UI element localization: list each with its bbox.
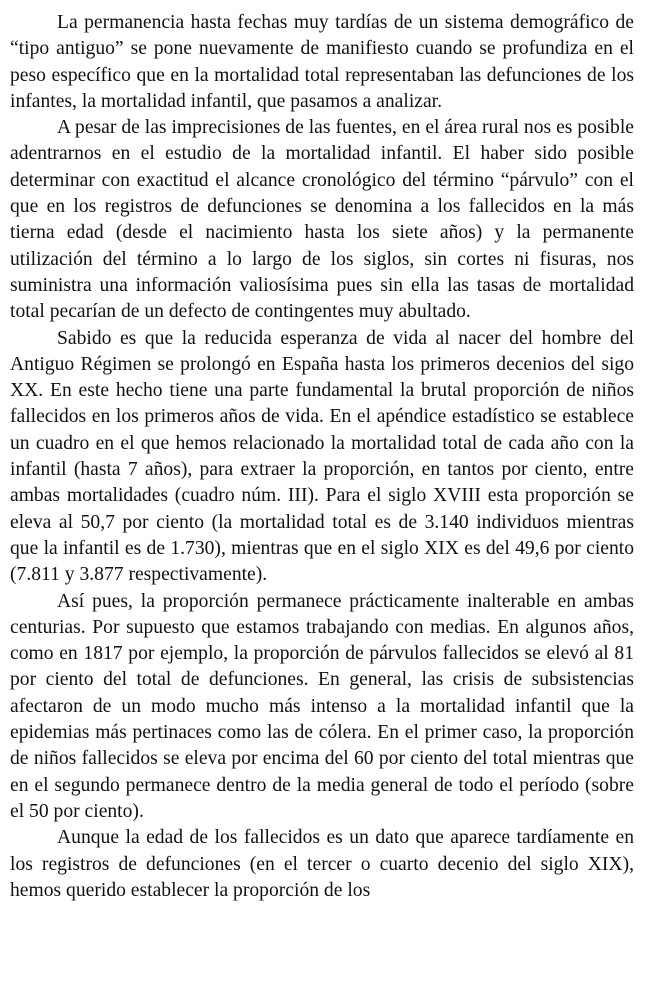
paragraph-3: Sabido es que la reducida esperanza de vida al nacer del hombre del Antiguo Régimen se prolongó en España hasta los primeros decenios del sigo XX. En este hecho tiene una parte fundamental la brutal proporción de niños fallecidos en los primeros años de vida. En el apéndice estadístico se establece un cuadro en el que hemos relacionado la mortalidad total de cada año con la infantil (hasta 7 años), para extraer la proporción, en tantos por ciento, entre ambas mortalidades (cuadro núm. III). Para el siglo XVIII esta proporción se eleva al 50,7 por ciento (la mortalidad total es de 3.140 individuos mientras que la infantil es de 1.730), mientras que en el siglo XIX es del 49,6 por ciento (7.811 y 3.877 respectivamente). [10,327,634,586]
paragraph-5: Aunque la edad de los fallecidos es un dato que aparece tardíamente en los registros de defunciones (en el tercer o cuarto decenio del siglo XIX), hemos querido establecer la proporción de los [10,827,634,901]
paragraph-1: La permanencia hasta fechas muy tardías de un sistema demográfico de “tipo antiguo” se pone nuevamente de manifiesto cuando se profundiza en el peso específico que en la mortalidad total representaban las defunciones de los infantes, la mortalidad infantil, que pasamos a analizar. [10,12,634,112]
paragraph-2: A pesar de las imprecisiones de las fuentes, en el área rural nos es posible adentrarnos en el estudio de la mortalidad infantil. El haber sido posible determinar con exactitud el alcance cronológico del término “párvulo” con el que en los registros de defunciones se denomina a los fallecidos en la más tierna edad (desde el nacimiento hasta los siete años) y la permanente utilización del término a lo largo de los siglos, sin cortes ni fisuras, nos suministra una información valiosísima pues sin ella las tasas de mortalidad total pecarían de un defecto de contingentes muy abultado. [10,117,634,323]
paragraph-4: Así pues, la proporción permanece prácticamente inalterable en ambas centurias. Por supuesto que estamos trabajando con medias. En algunos años, como en 1817 por ejemplo, la proporción de párvulos fallecidos se elevó al 81 por ciento del total de defunciones. En general, las crisis de subsistencias afectaron de un modo mucho más intenso a la mortalidad infantil que la epidemias más pertinaces como las de cólera. En el primer caso, la proporción de niños fallecidos se eleva por encima del 60 por ciento del total mientras que en el segundo permanece dentro de la media general de todo el período (sobre el 50 por ciento). [10,590,634,822]
